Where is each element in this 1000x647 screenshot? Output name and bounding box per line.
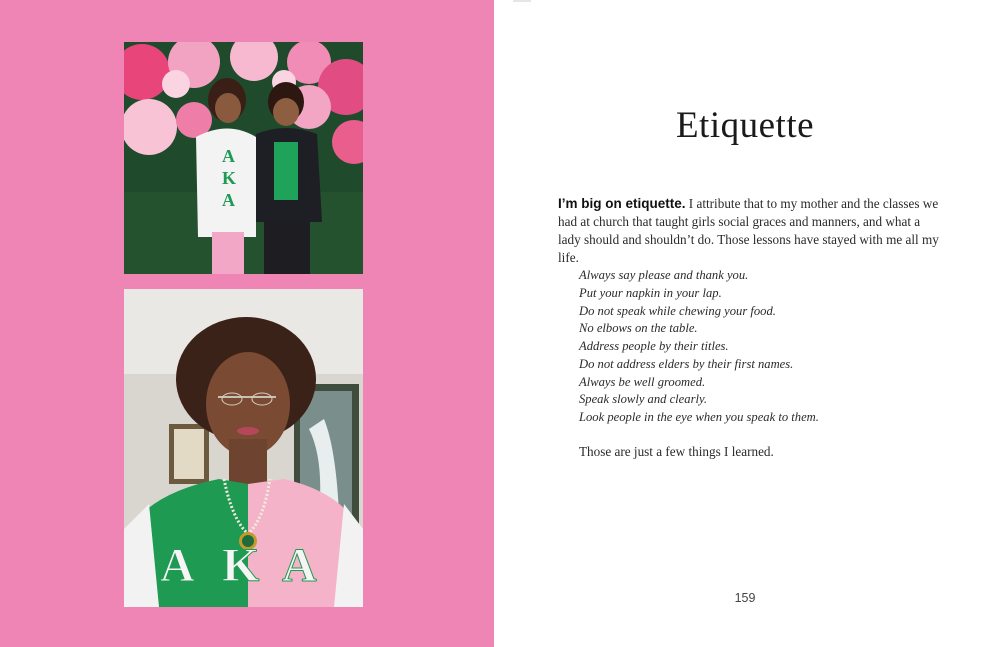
rule-item: No elbows on the table. (579, 321, 698, 336)
svg-text:K: K (222, 539, 260, 592)
page-top-mark (513, 0, 531, 2)
svg-text:A: A (222, 146, 235, 166)
photo-2-illustration (124, 289, 363, 607)
rule-item: Do not address elders by their first names. (579, 356, 794, 371)
intro-body: I attribute that to my mother and the classes we had at church that taught girls social graces and manners, and what a lady should and shouldn’t do. Those lessons have stayed with me all my life. (558, 196, 939, 265)
intro-lead: I’m big on etiquette. (558, 196, 686, 211)
left-page (0, 0, 494, 647)
closing-line: Those are just a few things I learned. (579, 444, 774, 459)
rule-item: Do not speak while chewing your food. (579, 303, 776, 318)
rule-item: Look people in the eye when you speak to them. (579, 410, 819, 424)
rule-item: Put your napkin in your lap. (579, 285, 722, 300)
rule-item: Always be well groomed. (579, 374, 706, 389)
rule-item: Always say please and thank you. (579, 268, 749, 282)
rule-item: Speak slowly and clearly. (579, 392, 708, 407)
page-number: 159 (734, 591, 756, 605)
photo-two-women-flower-backdrop (124, 42, 363, 274)
photo-woman-aka-sweatshirt (124, 289, 363, 607)
svg-text:K: K (222, 168, 237, 188)
photo-1-illustration (124, 42, 363, 274)
rule-item: Address people by their titles. (579, 339, 729, 353)
svg-text:A: A (222, 190, 235, 210)
page-title: Etiquette (675, 105, 815, 146)
intro-paragraph (558, 195, 943, 267)
svg-text:A: A (160, 539, 195, 592)
etiquette-rules-list (579, 267, 819, 427)
svg-text:A: A (282, 539, 317, 592)
